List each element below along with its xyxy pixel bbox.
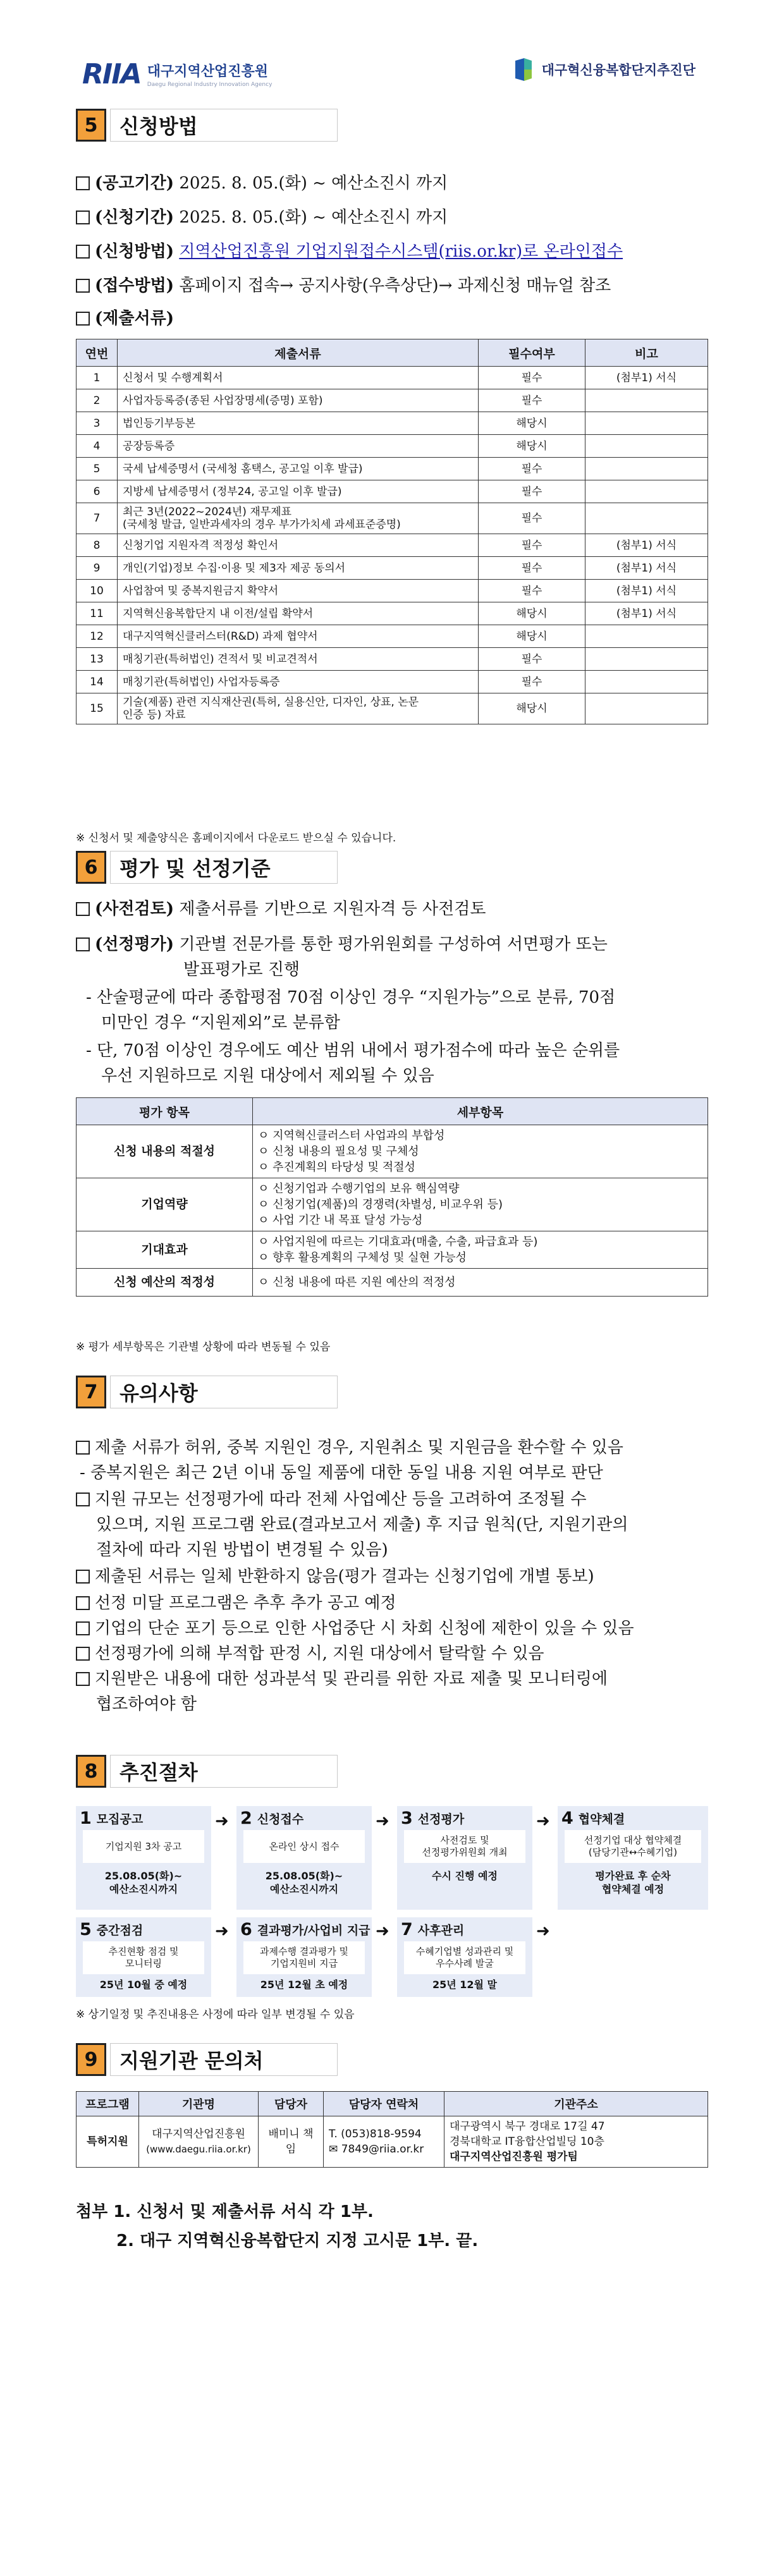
required-status: 필수 [479, 367, 585, 389]
caution-1: 제출 서류가 허위, 중복 지원인 경우, 지원취소 및 지원금을 환수할 수 있음 [76, 1435, 708, 1460]
col-eval-details: 세부항목 [253, 1098, 708, 1125]
table-row [77, 412, 708, 435]
caution-2: 지원 규모는 선정평가에 따라 전체 사업예산 등을 고려하여 조정될 수 [76, 1487, 708, 1512]
attachment-line-1: 첨부 1. 신청서 및 제출서류 서식 각 1부. [76, 2202, 374, 2221]
row-number: 9 [77, 557, 118, 580]
table-row [77, 602, 708, 625]
detail-item: ㅇ 지역혁신클러스터 사업과의 부합성 [258, 1129, 445, 1142]
table-row [77, 671, 708, 693]
table-row [77, 1125, 708, 1178]
document-name: 국세 납세증명서 (국세청 홈택스, 공고일 이후 발급) [118, 458, 479, 480]
arrow-right-icon: ➜ [376, 1812, 389, 1831]
row-number: 5 [77, 458, 118, 480]
eval-item: 기업역량 [77, 1178, 253, 1231]
manager-cell: 배미니 책임 [259, 2116, 324, 2168]
eval-details [253, 1178, 708, 1231]
section-number: 7 [76, 1376, 106, 1408]
required-status: 해당시 [479, 435, 585, 458]
table-row [77, 648, 708, 671]
step-description: 기업지원 3차 공고 [83, 1830, 204, 1863]
row-number: 2 [77, 389, 118, 412]
table-row [77, 534, 708, 557]
table-row [77, 367, 708, 389]
detail-item: ㅇ 추진계획의 타당성 및 적절성 [258, 1161, 415, 1174]
required-status: 필수 [479, 580, 585, 602]
document-name: 매칭기관(특허법인) 사업자등록증 [118, 671, 479, 693]
remark [585, 503, 708, 534]
table-row [77, 580, 708, 602]
section-9-heading [76, 2043, 338, 2076]
remark [585, 412, 708, 435]
section-title: 추진절차 [110, 1755, 338, 1788]
document-name: 사업자등록증(종된 사업장명세(증명) 포함) [118, 389, 479, 412]
section-title: 평가 및 선정기준 [110, 851, 338, 884]
document-name: 기술(제품) 관련 지식재산권(특허, 실용신안, 디자인, 상표, 논문 인증 등) 자료 [118, 693, 479, 724]
table-header-row [77, 1098, 708, 1125]
table-row [77, 2116, 708, 2168]
step-schedule: 25년 12월 말 [432, 1979, 498, 1991]
checkbox-icon [76, 1672, 90, 1686]
detail-item: ㅇ 사업지원에 따르는 기대효과(매출, 수출, 파급효과 등) [258, 1235, 538, 1248]
caution-1-sub: - 중복지원은 최근 2년 이내 동일 제품에 대한 동일 내용 지원 여부로 판단 [80, 1463, 603, 1482]
table-header-row [77, 2092, 708, 2116]
row-number: 1 [77, 367, 118, 389]
caution-7-line-2: 협조하여야 함 [96, 1695, 197, 1714]
process-step-3: 3 선정평가 사전검토 및 선정평가위원회 개최 수시 진행 예정 [397, 1806, 532, 1910]
table-row [77, 480, 708, 503]
required-status: 해당시 [479, 693, 585, 724]
step-schedule: 수시 진행 예정 [432, 1870, 498, 1882]
required-status: 해당시 [479, 625, 585, 648]
document-name: 대구지역혁신클러스터(R&D) 과제 협약서 [118, 625, 479, 648]
phone-number[interactable]: T. (053)818-9594 [329, 2128, 422, 2140]
step-schedule: 25년 10월 중 예정 [99, 1979, 188, 1991]
remark [585, 648, 708, 671]
section-title: 지원기관 문의처 [110, 2043, 338, 2076]
required-status: 필수 [479, 534, 585, 557]
eval-item: 신청 내용의 적절성 [77, 1125, 253, 1178]
remark: (첨부1) 서식 [585, 602, 708, 625]
document-name: 매칭기관(특허법인) 견적서 및 비교견적서 [118, 648, 479, 671]
detail-item: ㅇ 신청기업과 수행기업의 보유 핵심역량 [258, 1182, 460, 1195]
remark [585, 389, 708, 412]
document-name: 지방세 납세증명서 (정부24, 공고일 이후 발급) [118, 480, 479, 503]
row-number: 4 [77, 435, 118, 458]
selection-eval-line-2: 발표평가로 진행 [183, 960, 300, 979]
row-number: 6 [77, 480, 118, 503]
table-header-row [77, 339, 708, 367]
remark [585, 480, 708, 503]
eval-item: 기대효과 [77, 1231, 253, 1269]
email-link[interactable]: 7849@riia.or.kr [341, 2143, 424, 2156]
row-number: 3 [77, 412, 118, 435]
checkbox-icon [76, 937, 90, 951]
col-required: 필수여부 [479, 339, 585, 367]
remark: (첨부1) 서식 [585, 534, 708, 557]
document-name: 공장등록증 [118, 435, 479, 458]
step-description: 사전검토 및 선정평가위원회 개최 [404, 1830, 525, 1863]
remark [585, 671, 708, 693]
detail-item: ㅇ 신청 내용에 따른 지원 예산의 적정성 [258, 1276, 456, 1289]
col-org: 기관명 [139, 2092, 259, 2116]
remark [585, 435, 708, 458]
arrow-right-icon: ➜ [376, 1922, 389, 1941]
step-description: 과제수행 결과평가 및 기업지원비 지급 [243, 1941, 365, 1974]
remark [585, 693, 708, 724]
document-name: 최근 3년(2022~2024년) 재무제표 (국세청 발급, 일반과세자의 경우 부가가치세 과세표준증명) [118, 503, 479, 534]
required-status: 필수 [479, 557, 585, 580]
caution-4: 선정 미달 프로그램은 추후 추가 공고 예정 [76, 1590, 708, 1616]
step-description: 선정기업 대상 협약체결 (담당기관↔수혜기업) [565, 1830, 701, 1863]
checkbox-icon [76, 279, 90, 293]
riia-logo-name: 대구지역산업진흥원 [147, 64, 268, 80]
org-website-link[interactable]: (www.daegu.riia.or.kr) [146, 2144, 251, 2155]
col-manager: 담당자 [259, 2092, 324, 2116]
org-cell: 대구지역산업진흥원 (www.daegu.riia.or.kr) [139, 2116, 259, 2168]
process-step-7: 7 사후관리 수혜기업별 성과관리 및 우수사례 발굴 25년 12월 말 [397, 1917, 532, 1997]
process-step-1: 1 모집공고 기업지원 3차 공고 25.08.05(화)~ 예산소진시까지 [76, 1806, 211, 1910]
documents-table [76, 339, 708, 724]
step-description: 추진현황 점검 및 모니터링 [83, 1941, 204, 1974]
step-description: 수혜기업별 성과관리 및 우수사례 발굴 [404, 1941, 525, 1974]
section-number: 8 [76, 1755, 106, 1788]
arrow-right-icon: ➜ [215, 1812, 229, 1831]
eval-details [253, 1125, 708, 1178]
application-period-line: (신청기간) 2025. 8. 05.(화) ~ 예산소진시 까지 [76, 205, 708, 230]
table-row [77, 1269, 708, 1297]
row-number: 10 [77, 580, 118, 602]
table-row [77, 693, 708, 724]
row-number: 11 [77, 602, 118, 625]
row-number: 13 [77, 648, 118, 671]
checkbox-icon [76, 176, 90, 190]
detail-item: ㅇ 사업 기간 내 목표 달성 가능성 [258, 1214, 423, 1227]
document-name: 신청서 및 수행계획서 [118, 367, 479, 389]
selection-eval-line: (선정평가) 기관별 전문가를 통한 평가위원회를 구성하여 서면평가 또는 [76, 932, 708, 957]
section-title: 유의사항 [110, 1376, 338, 1408]
required-status: 필수 [479, 458, 585, 480]
section-5-heading [76, 109, 338, 142]
checkbox-icon [76, 211, 90, 224]
submission-method-line: (접수방법) 홈페이지 접속→ 공지사항(우측상단)→ 과제신청 매뉴얼 참조 [76, 273, 708, 298]
mail-icon: ✉ [329, 2143, 341, 2156]
checkbox-icon [76, 245, 90, 259]
checkbox-icon [76, 1492, 90, 1506]
document-name: 법인등기부등본 [118, 412, 479, 435]
contact-cell [324, 2116, 444, 2168]
step-schedule: 평가완료 후 순차 협약체결 예정 [595, 1870, 671, 1895]
evaluation-footnote: ※ 평가 세부항목은 기관별 상황에 따라 변동될 수 있음 [76, 1341, 331, 1353]
caution-7: 지원받은 내용에 대한 성과분석 및 관리를 위한 자료 제출 및 모니터링에 [76, 1666, 708, 1692]
checkbox-icon [76, 312, 90, 326]
detail-item: ㅇ 향후 활용계획의 구체성 및 실현 가능성 [258, 1251, 467, 1264]
col-contact: 담당자 연락처 [324, 2092, 444, 2116]
attachment-line-2: 2. 대구 지역혁신융복합단지 지정 고시문 1부. 끝. [116, 2231, 479, 2250]
process-footnote: ※ 상기일정 및 추진내용은 사정에 따라 일부 변경될 수 있음 [76, 2008, 355, 2021]
table-row [77, 625, 708, 648]
document-name: 개인(기업)정보 수집·이용 및 제3자 제공 동의서 [118, 557, 479, 580]
remark: (첨부1) 서식 [585, 580, 708, 602]
required-status: 필수 [479, 480, 585, 503]
process-step-2: 2 신청접수 온라인 상시 접수 25.08.05(화)~ 예산소진시까지 [236, 1806, 372, 1910]
col-program: 프로그램 [77, 2092, 139, 2116]
col-remark: 비고 [585, 339, 708, 367]
caution-5: 기업의 단순 포기 등으로 인한 사업중단 시 차회 신청에 제한이 있을 수 있음 [76, 1616, 708, 1641]
col-no: 연번 [77, 339, 118, 367]
table-row [77, 435, 708, 458]
required-status: 필수 [479, 503, 585, 534]
step-schedule: 25.08.05(화)~ 예산소진시까지 [265, 1870, 343, 1895]
contact-table [76, 2091, 708, 2168]
col-document: 제출서류 [118, 339, 479, 367]
caution-6: 선정평가에 의해 부적합 판정 시, 지원 대상에서 탈락할 수 있음 [76, 1641, 708, 1666]
riia-logo-subtitle: Daegu Regional Industry Innovation Agency [147, 82, 273, 88]
required-status: 해당시 [479, 412, 585, 435]
checkbox-icon [76, 902, 90, 916]
application-method-line: (신청방법) 지역산업진흥원 기업지원접수시스템(riis.or.kr)로 온라인접수 [76, 239, 708, 264]
document-name: 지역혁신융복합단지 내 이전/설립 확약서 [118, 602, 479, 625]
step-schedule: 25년 12월 초 예정 [260, 1979, 348, 1991]
table-row [77, 1178, 708, 1231]
section-number: 5 [76, 109, 106, 142]
program-cell: 특허지원 [77, 2116, 139, 2168]
step-schedule: 25.08.05(화)~ 예산소진시까지 [104, 1870, 183, 1895]
priority-rule-line-1: - 단, 70점 이상인 경우에도 예산 범위 내에서 평가점수에 따라 높은 순위를 [86, 1041, 620, 1060]
eval-details [253, 1231, 708, 1269]
process-step-6: 6 결과평가/사업비 지급 과제수행 결과평가 및 기업지원비 지급 25년 12월 초 예정 [236, 1917, 372, 1997]
caution-3: 제출된 서류는 일체 반환하지 않음(평가 결과는 신청기업에 개별 통보) [76, 1564, 708, 1589]
section-title: 신청방법 [110, 109, 338, 142]
col-address: 기관주소 [444, 2092, 708, 2116]
email-row [329, 2142, 439, 2157]
checkbox-icon [76, 1596, 90, 1610]
row-number: 7 [77, 503, 118, 534]
row-number: 15 [77, 693, 118, 724]
remark: (첨부1) 서식 [585, 367, 708, 389]
row-number: 14 [77, 671, 118, 693]
document-name: 사업참여 및 중복지원금지 확약서 [118, 580, 479, 602]
checkbox-icon [76, 1647, 90, 1661]
required-status: 필수 [479, 671, 585, 693]
remark: (첨부1) 서식 [585, 557, 708, 580]
pre-review-line: (사전검토) 제출서류를 기반으로 지원자격 등 사전검토 [76, 896, 708, 922]
riis-online-link[interactable]: 지역산업진흥원 기업지원접수시스템(riis.or.kr)로 온라인접수 [179, 242, 623, 261]
score-rule-line-1: - 산술평균에 따라 종합평점 70점 이상인 경우 “지원가능”으로 분류, 70점 [86, 988, 616, 1007]
caution-2-line-2: 있으며, 지원 프로그램 완료(결과보고서 제출) 후 지급 원칙(단, 지원기관의 [96, 1515, 628, 1534]
section-number: 9 [76, 2043, 106, 2076]
riia-logo [82, 58, 272, 90]
row-number: 12 [77, 625, 118, 648]
checkbox-icon [76, 1621, 90, 1635]
col-eval-item: 평가 항목 [77, 1098, 253, 1125]
caution-2-line-3: 절차에 따라 지원 방법이 변경될 수 있음) [96, 1541, 388, 1560]
remark [585, 458, 708, 480]
step-description: 온라인 상시 접수 [243, 1830, 365, 1863]
required-status: 필수 [479, 648, 585, 671]
riia-logo-mark: RIIA [82, 58, 141, 90]
table-row [77, 389, 708, 412]
section-number: 6 [76, 851, 106, 884]
detail-item: ㅇ 신청 내용의 필요성 및 구체성 [258, 1145, 419, 1158]
documents-line: (제출서류) [76, 306, 708, 331]
innovation-cluster-logo [513, 57, 695, 82]
section-7-heading [76, 1376, 338, 1408]
process-step-5: 5 중간점검 추진현황 점검 및 모니터링 25년 10월 중 예정 [76, 1917, 211, 1997]
remark [585, 625, 708, 648]
checkbox-icon [76, 1441, 90, 1455]
evaluation-table [76, 1097, 708, 1297]
checkbox-icon [76, 1570, 90, 1584]
priority-rule-line-2: 우선 지원하므로 지원 대상에서 제외될 수 있음 [101, 1066, 434, 1085]
address-cell: 대구광역시 북구 경대로 17길 47 경북대학교 IT융합산업빌딩 10층 대구지역산업진흥원 평가팀 [444, 2116, 708, 2168]
row-number: 8 [77, 534, 118, 557]
eval-item: 신청 예산의 적정성 [77, 1269, 253, 1297]
process-step-4: 4 협약체결 선정기업 대상 협약체결 (담당기관↔수혜기업) 평가완료 후 순차 협약체결 예정 [558, 1806, 708, 1910]
arrow-right-icon: ➜ [536, 1812, 550, 1831]
cluster-logo-icon [513, 57, 534, 82]
cluster-logo-name: 대구혁신융복합단지추진단 [541, 63, 695, 78]
table-row [77, 458, 708, 480]
arrow-right-icon: ➜ [215, 1922, 229, 1941]
section-6-heading [76, 851, 338, 884]
detail-item: ㅇ 신청기업(제품)의 경쟁력(차별성, 비교우위 등) [258, 1198, 503, 1211]
section-8-heading [76, 1755, 338, 1788]
required-status: 필수 [479, 389, 585, 412]
table-row [77, 1231, 708, 1269]
score-rule-line-2: 미만인 경우 “지원제외”로 분류함 [101, 1013, 340, 1032]
notice-period-line: (공고기간) 2025. 8. 05.(화) ~ 예산소진시 까지 [76, 171, 708, 196]
arrow-right-icon: ➜ [536, 1922, 550, 1941]
table-row [77, 557, 708, 580]
required-status: 해당시 [479, 602, 585, 625]
document-name: 신청기업 지원자격 적정성 확인서 [118, 534, 479, 557]
table-row [77, 503, 708, 534]
eval-details [253, 1269, 708, 1297]
documents-footnote: ※ 신청서 및 제출양식은 홈페이지에서 다운로드 받으실 수 있습니다. [76, 832, 396, 845]
